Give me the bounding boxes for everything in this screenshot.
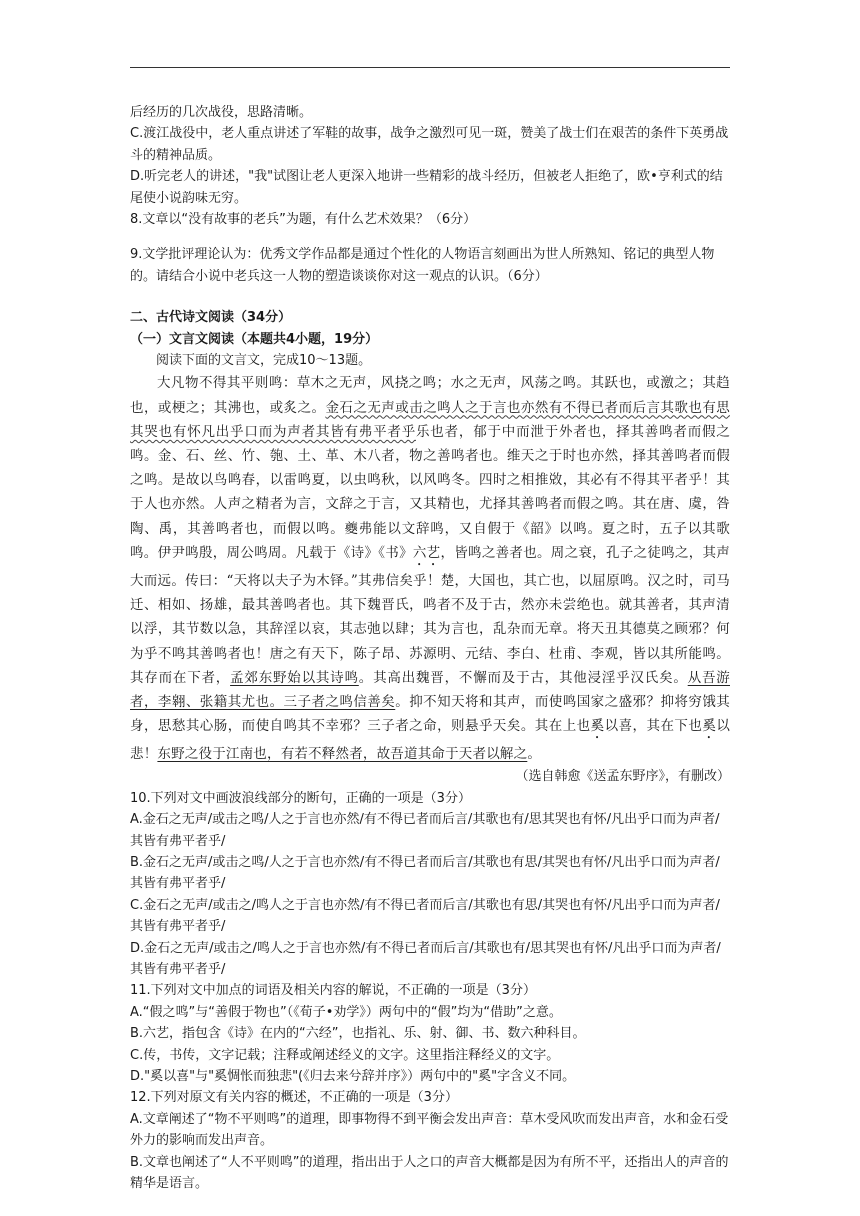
question-10-option-c: C.金石之无声/或击之/鸣人之于言也亦然/有不得已者而后言/其歌也有思/其哭也有怀/凡出乎口而为声者/其皆有弗平者乎/	[130, 897, 720, 935]
question-10-stem: 10.下列对文中画波浪线部分的断句，正确的一项是（3分）	[130, 790, 471, 806]
wavy-underlined-text: 金石之无声或击之鸣人之于言也亦然有不得已者而后言其歌也有思其哭也有怀凡出乎口而为声者其皆有弗平者乎	[130, 399, 730, 440]
question-12-option-b: B.文章也阐述了“人不平则鸣”的道理，指出出于人之口的声音大概都是因为有所不平，还指出人的声音的精华是语言。	[130, 1154, 729, 1192]
question-11-option-b: B.六艺，指包含《诗》在内的“六经”，也指礼、乐、射、御、书、数六种科目。	[130, 1026, 586, 1042]
dotted-word-liuyi: 六艺	[412, 544, 441, 561]
question-10-option-d: D.金石之无声/或击之/鸣人之于言也亦然/有不得已者而后言/其歌也有/思其哭也有怀/凡出乎口而为声者/其皆有弗平者乎/	[130, 940, 721, 977]
q7-option-d: D.听完老人的讲述，"我"试图让老人更深入地讲一些精彩的战斗经历，但被老人拒绝了，欧•亨利式的结尾使小说韵味无穷。	[130, 169, 723, 206]
question-12-option-a: A.文章阐述了“物不平则鸣”的道理，即事物得不到平衡会发出声音：草木受风吹而发出声音，水和金石受外力的影响而发出声音。	[130, 1111, 729, 1149]
dotted-word-xi-1: 奚	[590, 718, 605, 735]
section-heading: 二、古代诗文阅读（34分）	[130, 310, 292, 326]
dotted-word-xi-2: 奚	[702, 718, 717, 735]
question-10-option-a: A.金石之无声/或击之鸣/人之于言也亦然/有不得已者而后言/其歌也有/思其哭也有怀/凡出乎口而为声者/其皆有弗平者乎/	[130, 812, 720, 849]
underlined-sentence-2: 从吾游者，李翱、张籍其尤也。三子者之鸣信善矣	[130, 669, 730, 710]
subsection-heading: （一）文言文阅读（本题共4小题，19分）	[130, 331, 379, 347]
classical-passage: 大凡物不得其平则鸣：草木之无声，风挠之鸣；水之无声，风荡之鸣。其跃也，或激之；其趋也，或梗之；其沸也，或炙之。金石之无声或击之鸣人之于言也亦然有不得已者而后言其歌也有思其哭也有怀凡出乎口而为声者其皆有弗平者乎乐也者，郁于中而泄于外者也，择其善鸣者而假之鸣。金、石、丝、竹、匏、土、革、木八者，物之善鸣者也。维天之于时也亦然，择其善鸣者而假之鸣。是故以鸟鸣春，以雷鸣夏，以虫鸣秋，以风鸣冬。四时之相推敚，其必有不得其平者乎！其于人也亦然。人声之精者为言，文辞之于言，又其精也，尤择其善鸣者而假之鸣。其在唐、虞，咎陶、禹，其善鸣者也，而假以鸣。夔弗能以文辞鸣，又自假于《韶》以鸣。夏之时，五子以其歌鸣。伊尹鸣殷，周公鸣周。凡载于《诗》《书》六艺，皆鸣之善者也。周之衰，孔子之徒鸣之，其声大而远。传曰：“天将以夫子为木铎。”其弗信矣乎！楚，大国也，其亡也，以屈原鸣。汉之时，司马迁、相如、扬雄，最其善鸣者也。其下魏晋氏，鸣者不及于古，然亦未尝绝也。就其善者，其声清以浮，其节数以急，其辞淫以哀，其志弛以肆；其为言也，乱杂而无章。将天丑其德莫之顾邪？何为乎不鸣其善鸣者也！唐之有天下，陈子昂、苏源明、元结、李白、杜甫、李观，皆以其所能鸣。其存而在下者，孟郊东野始以其诗鸣。其高出魏晋，不懈而及于古，其他浸淫乎汉氏矣。从吾游者，李翱、张籍其尤也。三子者之鸣信善矣。抑不知天将和其声，而使鸣国家之盛邪？抑将穷饿其身，思愁其心肠，而使自鸣其不幸邪？三子者之命，则悬乎天矣。其在上也奚以喜，其在下也奚以悲！东野之役于江南也，有若不释然者，故吾道其命于天者以解之。	[130, 375, 731, 763]
passage-source: （选自韩愈《送孟东野序》，有删改）	[515, 769, 730, 785]
question-11-option-a: A.“假之鸣”与“善假于物也”（《荀子•劝学》）两句中的“假”均为“借助”之意。	[130, 1004, 562, 1020]
prev-option-tail: 后经历的几次战役，思路清晰。	[130, 105, 313, 120]
question-11-option-c: C.传，书传，文字记载；注释或阐述经义的文字。这里指注释经义的文字。	[130, 1047, 560, 1063]
underlined-sentence-1: 孟郊东野始以其诗鸣	[230, 669, 359, 686]
question-12-stem: 12.下列对原文有关内容的概述，不正确的一项是（3分）	[130, 1090, 458, 1106]
question-9: 9.文学批评理论认为：优秀文学作品都是通过个性化的人物语言刻画出为世人所熟知、铭记的典型人物的。请结合小说中老兵这一人物的塑造谈谈你对这一观点的认识。（6分）	[130, 247, 715, 284]
question-10-option-b: B.金石之无声/或击之鸣/人之于言也亦然/有不得已者而后言/其歌也有思/其哭也有怀/凡出乎口而为声者/其皆有弗平者乎/	[130, 854, 720, 892]
question-8: 8.文章以“没有故事的老兵”为题，有什么艺术效果？（6分）	[130, 212, 477, 228]
document-body	[130, 102, 730, 1194]
question-11-stem: 11.下列对文中加点的词语及相关内容的解说，不正确的一项是（3分）	[130, 983, 536, 999]
reading-instruction: 阅读下面的文言文，完成10～13题。	[156, 353, 372, 369]
q7-option-c: C.渡江战役中，老人重点讲述了军鞋的故事，战争之激烈可见一斑，赞美了战士们在艰苦的条件下英勇战斗的精神品质。	[130, 126, 729, 163]
underlined-sentence-3: 东野之役于江南也，有若不释然者，故吾道其命于天者以解之	[157, 746, 528, 763]
question-11-option-d: D."奚以喜"与"奚惆怅而独悲"(《归去来兮辞并序》）两句中的"奚"字含义不同。	[130, 1069, 576, 1084]
header-rule	[130, 67, 730, 68]
